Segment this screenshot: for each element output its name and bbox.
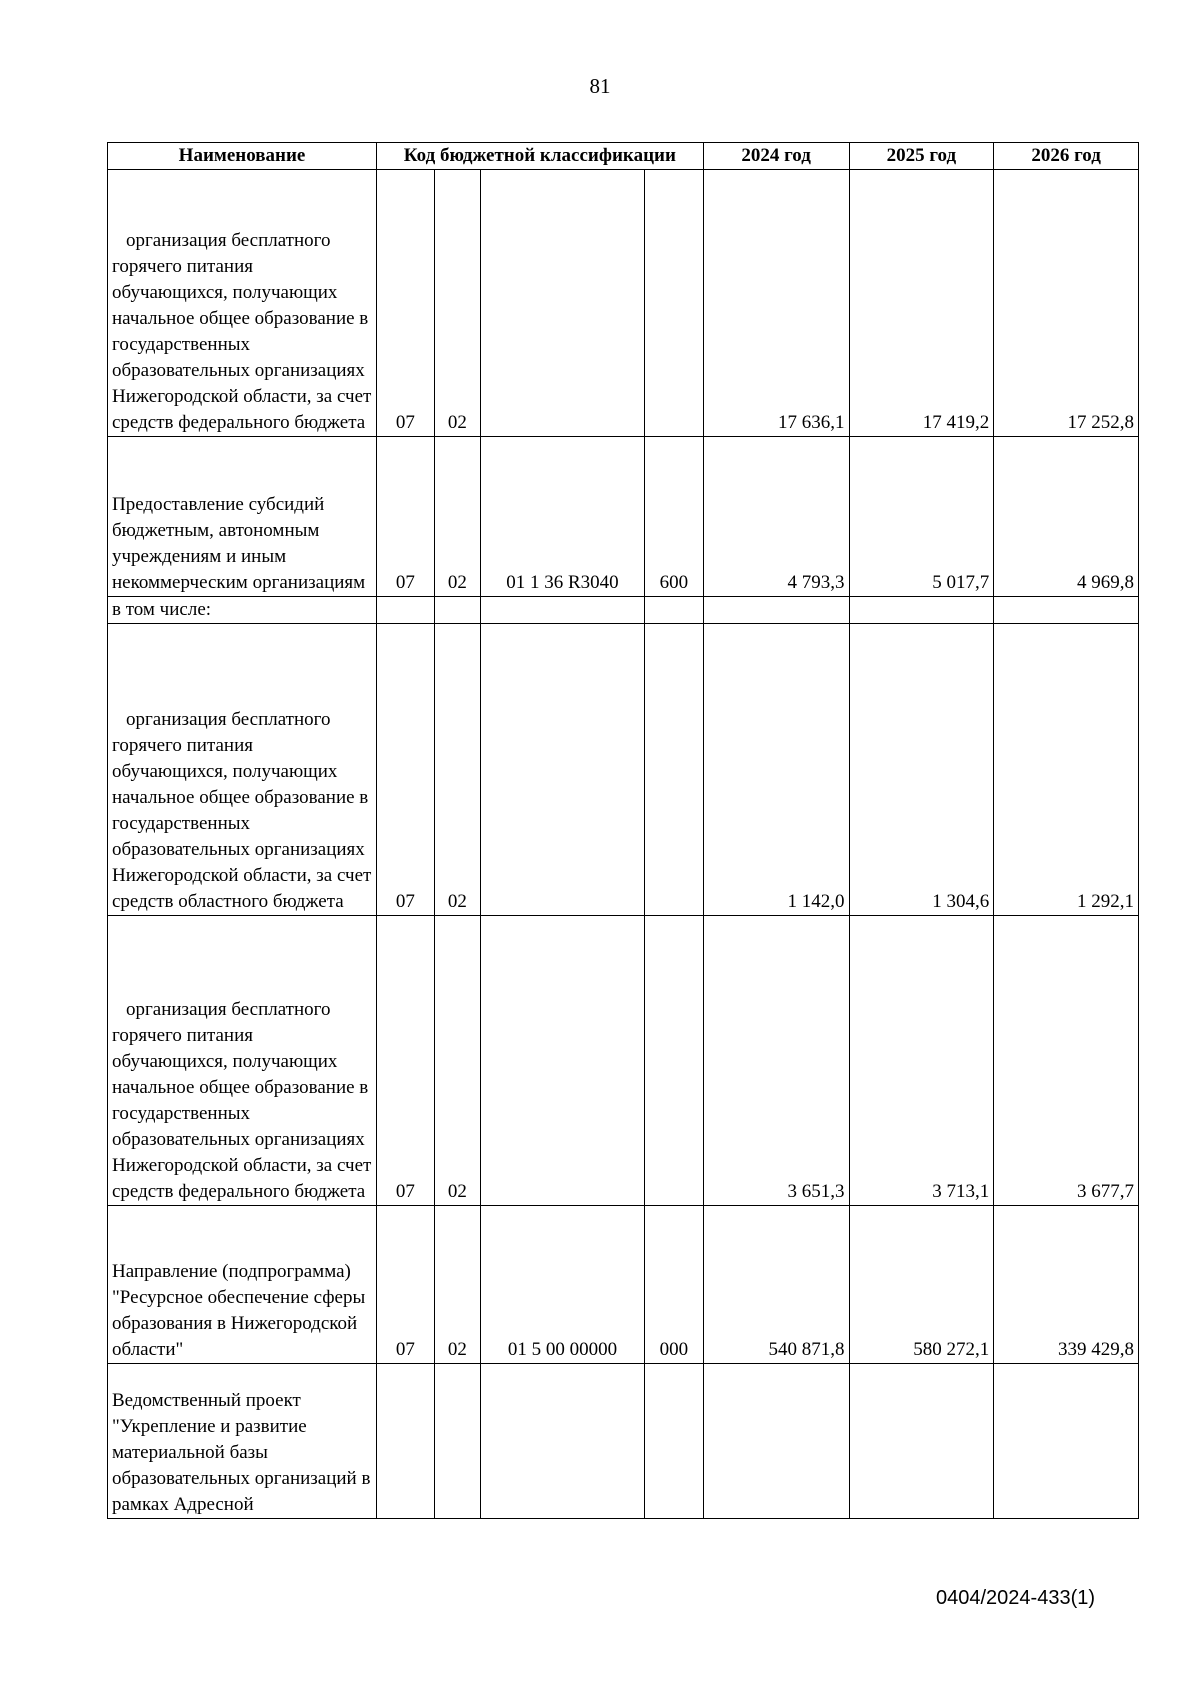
row-value-2025: 3 713,1 bbox=[849, 916, 994, 1206]
row-value-2024 bbox=[703, 597, 849, 624]
table-row bbox=[108, 624, 1139, 916]
row-value-2024: 3 651,3 bbox=[703, 916, 849, 1206]
row-name: Предоставление субсидий бюджетным, автономным учреждениям и иным некоммерческим организациям bbox=[108, 437, 377, 597]
row-section: 07 bbox=[377, 437, 435, 597]
header-row bbox=[108, 143, 1139, 170]
row-section bbox=[377, 1364, 435, 1519]
row-subsection: 02 bbox=[434, 170, 480, 437]
row-subsection: 02 bbox=[434, 437, 480, 597]
row-target-article bbox=[481, 916, 645, 1206]
row-value-2026 bbox=[994, 1364, 1139, 1519]
row-expense-type bbox=[644, 916, 703, 1206]
header-2026: 2026 год bbox=[994, 143, 1139, 170]
row-value-2026 bbox=[994, 597, 1139, 624]
table-row bbox=[108, 170, 1139, 437]
document-code: 0404/2024-433(1) bbox=[936, 1587, 1096, 1609]
row-name: организация бесплатного горячего питания обучающихся, получающих начальное общее образование в государственных образовательных организациях Нижегородской области, за счет средств федерального бюджета bbox=[108, 170, 377, 437]
page-number: 81 bbox=[589, 74, 611, 98]
row-value-2026: 3 677,7 bbox=[994, 916, 1139, 1206]
row-expense-type: 000 bbox=[644, 1206, 703, 1364]
row-value-2024: 1 142,0 bbox=[703, 624, 849, 916]
row-value-2025 bbox=[849, 1364, 994, 1519]
row-value-2025: 5 017,7 bbox=[849, 437, 994, 597]
header-2025: 2025 год bbox=[849, 143, 994, 170]
row-value-2025 bbox=[849, 597, 994, 624]
budget-table bbox=[107, 142, 1139, 1519]
row-name: в том числе: bbox=[108, 597, 377, 624]
row-subsection: 02 bbox=[434, 916, 480, 1206]
row-expense-type bbox=[644, 597, 703, 624]
row-name: Ведомственный проект "Укрепление и развитие материальной базы образовательных организаций в рамках Адресной bbox=[108, 1364, 377, 1519]
row-value-2024 bbox=[703, 1364, 849, 1519]
row-value-2025: 1 304,6 bbox=[849, 624, 994, 916]
row-expense-type bbox=[644, 1364, 703, 1519]
row-subsection: 02 bbox=[434, 624, 480, 916]
row-section bbox=[377, 597, 435, 624]
table-row bbox=[108, 437, 1139, 597]
row-value-2025: 580 272,1 bbox=[849, 1206, 994, 1364]
table-row bbox=[108, 597, 1139, 624]
row-expense-type bbox=[644, 624, 703, 916]
table-row bbox=[108, 1206, 1139, 1364]
row-value-2026: 339 429,8 bbox=[994, 1206, 1139, 1364]
row-section: 07 bbox=[377, 1206, 435, 1364]
row-expense-type bbox=[644, 170, 703, 437]
row-target-article bbox=[481, 597, 645, 624]
row-value-2025: 17 419,2 bbox=[849, 170, 994, 437]
row-value-2024: 540 871,8 bbox=[703, 1206, 849, 1364]
row-target-article: 01 5 00 00000 bbox=[481, 1206, 645, 1364]
row-value-2026: 1 292,1 bbox=[994, 624, 1139, 916]
row-name: Направление (подпрограмма) "Ресурсное обеспечение сферы образования в Нижегородской области" bbox=[108, 1206, 377, 1364]
row-value-2026: 4 969,8 bbox=[994, 437, 1139, 597]
row-subsection bbox=[434, 597, 480, 624]
row-section: 07 bbox=[377, 624, 435, 916]
header-code: Код бюджетной классификации bbox=[377, 143, 704, 170]
row-section: 07 bbox=[377, 916, 435, 1206]
row-target-article bbox=[481, 624, 645, 916]
table-row bbox=[108, 916, 1139, 1206]
row-name: организация бесплатного горячего питания обучающихся, получающих начальное общее образование в государственных образовательных организациях Нижегородской области, за счет средств федерального бюджета bbox=[108, 916, 377, 1206]
row-target-article bbox=[481, 170, 645, 437]
row-value-2024: 17 636,1 bbox=[703, 170, 849, 437]
row-subsection: 02 bbox=[434, 1206, 480, 1364]
row-section: 07 bbox=[377, 170, 435, 437]
row-value-2026: 17 252,8 bbox=[994, 170, 1139, 437]
header-2024: 2024 год bbox=[703, 143, 849, 170]
row-name: организация бесплатного горячего питания обучающихся, получающих начальное общее образование в государственных образовательных организациях Нижегородской области, за счет средств областного бюджета bbox=[108, 624, 377, 916]
row-subsection bbox=[434, 1364, 480, 1519]
row-expense-type: 600 bbox=[644, 437, 703, 597]
header-name: Наименование bbox=[108, 143, 377, 170]
table-row bbox=[108, 1364, 1139, 1519]
row-target-article: 01 1 36 R3040 bbox=[481, 437, 645, 597]
row-value-2024: 4 793,3 bbox=[703, 437, 849, 597]
row-target-article bbox=[481, 1364, 645, 1519]
